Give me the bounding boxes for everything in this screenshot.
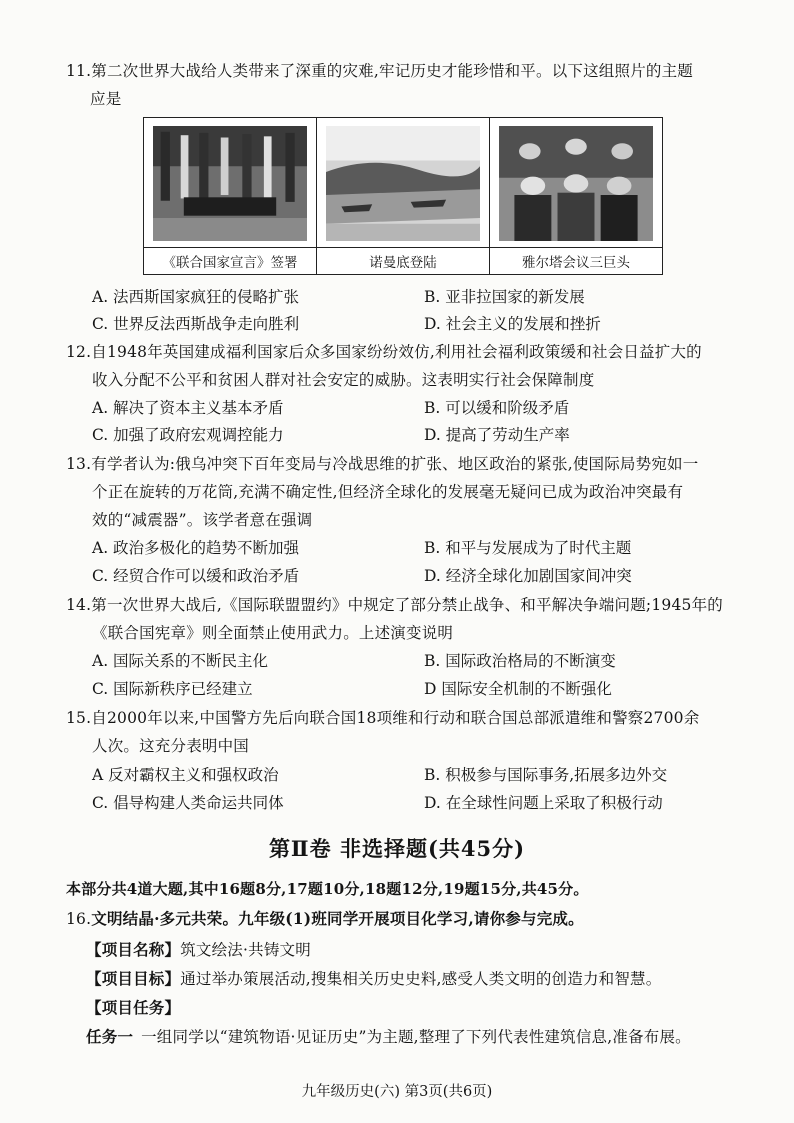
normandy-landing-photo bbox=[326, 126, 480, 241]
section-title: 第Ⅱ卷 非选择题(共45分) bbox=[268, 836, 526, 861]
q13-option-c[interactable]: C. 经贸合作可以缓和政治矛盾 bbox=[92, 567, 300, 585]
q15-number: 15. bbox=[66, 709, 92, 727]
q15-option-b[interactable]: B. 积极参与国际事务,拓展多边外交 bbox=[424, 766, 668, 784]
q15-stem-line2: 人次。这充分表明中国 bbox=[92, 737, 250, 755]
q16-intro: 16.文明结晶·多元共荣。九年级(1)班同学开展项目化学习,请你参与完成。 bbox=[66, 909, 584, 928]
photo-cell-normandy bbox=[317, 118, 490, 274]
photo-cell-yalta bbox=[490, 118, 662, 274]
caption-declaration: 《联合国家宣言》签署 bbox=[144, 247, 316, 274]
q13-option-a[interactable]: A. 政治多极化的趋势不断加强 bbox=[92, 539, 300, 557]
q11-option-b[interactable]: B. 亚非拉国家的新发展 bbox=[424, 288, 585, 306]
q13-option-d[interactable]: D. 经济全球化加剧国家间冲突 bbox=[424, 567, 632, 585]
q12-option-c[interactable]: C. 加强了政府宏观调控能力 bbox=[92, 426, 284, 444]
q12-option-a[interactable]: A. 解决了资本主义基本矛盾 bbox=[92, 399, 284, 417]
project-goal-label: 【项目目标】 bbox=[86, 969, 181, 988]
section-description: 本部分共4道大题,其中16题8分,17题10分,18题12分,19题15分,共45分。 bbox=[66, 880, 589, 898]
q16-task1: 任务一 一组同学以“建筑物语·见证历史”为主题,整理了下列代表性建筑信息,准备布展。 bbox=[86, 1027, 691, 1046]
q11-option-c[interactable]: C. 世界反法西斯战争走向胜利 bbox=[92, 315, 300, 333]
q14-stem-line2: 《联合国宪章》则全面禁止使用武力。上述演变说明 bbox=[92, 624, 454, 642]
task1-label: 任务一 bbox=[86, 1027, 134, 1046]
caption-normandy: 诺曼底登陆 bbox=[317, 247, 489, 274]
q13-stem-line3: 效的“减震器”。该学者意在强调 bbox=[92, 511, 313, 529]
q11-number: 11. bbox=[66, 62, 92, 80]
q11-stem-line2: 应是 bbox=[90, 90, 122, 108]
project-name-label: 【项目名称】 bbox=[86, 940, 181, 959]
q16-project-goal: 【项目目标】通过举办策展活动,搜集相关历史史料,感受人类文明的创造力和智慧。 bbox=[86, 969, 662, 988]
q13-stem-line2: 个正在旋转的万花筒,充满不确定性,但经济全球化的发展毫无疑问已成为政治冲突最有 bbox=[92, 483, 684, 501]
q12-stem-line1: 12.自1948年英国建成福利国家后众多国家纷纷效仿,利用社会福利政策缓和社会日益扩大的 bbox=[66, 343, 702, 361]
yalta-conference-photo bbox=[499, 126, 653, 241]
q12-number: 12. bbox=[66, 343, 92, 361]
q16-project-task-label: 【项目任务】 bbox=[86, 998, 181, 1017]
photo-table bbox=[143, 117, 663, 275]
q11-option-d[interactable]: D. 社会主义的发展和挫折 bbox=[424, 315, 601, 333]
q14-stem-line1: 14.第一次世界大战后,《国际联盟盟约》中规定了部分禁止战争、和平解决争端问题;1945年的 bbox=[66, 596, 723, 614]
q11-stem-line1: 11.第二次世界大战给人类带来了深重的灾难,牢记历史才能珍惜和平。以下这组照片的主题 bbox=[66, 62, 693, 80]
q12-option-b[interactable]: B. 可以缓和阶级矛盾 bbox=[424, 399, 570, 417]
q16-project-name: 【项目名称】筑文绘法·共铸文明 bbox=[86, 940, 311, 959]
q14-option-b[interactable]: B. 国际政治格局的不断演变 bbox=[424, 652, 616, 670]
q16-number: 16. bbox=[66, 910, 92, 928]
photo-cell-declaration bbox=[144, 118, 317, 274]
q15-option-a[interactable]: A 反对霸权主义和强权政治 bbox=[92, 766, 279, 784]
caption-yalta: 雅尔塔会议三巨头 bbox=[490, 247, 662, 274]
q14-option-c[interactable]: C. 国际新秩序已经建立 bbox=[92, 680, 253, 698]
q15-option-c[interactable]: C. 倡导构建人类命运共同体 bbox=[92, 794, 284, 812]
q14-number: 14. bbox=[66, 596, 92, 614]
q14-option-d[interactable]: D 国际安全机制的不断强化 bbox=[424, 680, 612, 698]
q11-option-a[interactable]: A. 法西斯国家疯狂的侵略扩张 bbox=[92, 288, 300, 306]
q12-option-d[interactable]: D. 提高了劳动生产率 bbox=[424, 426, 570, 444]
q15-option-d[interactable]: D. 在全球性问题上采取了积极行动 bbox=[424, 794, 663, 812]
q14-option-a[interactable]: A. 国际关系的不断民主化 bbox=[92, 652, 269, 670]
q12-stem-line2: 收入分配不公平和贫困人群对社会安定的威胁。这表明实行社会保障制度 bbox=[92, 371, 595, 389]
page-footer: 九年级历史(六) 第3页(共6页) bbox=[301, 1084, 493, 1100]
q13-number: 13. bbox=[66, 455, 92, 473]
q15-stem-line1: 15.自2000年以来,中国警方先后向联合国18项维和行动和联合国总部派遣维和警察2700余 bbox=[66, 709, 700, 727]
declaration-signing-photo bbox=[153, 126, 307, 241]
q13-option-b[interactable]: B. 和平与发展成为了时代主题 bbox=[424, 539, 632, 557]
q13-stem-line1: 13.有学者认为:俄乌冲突下百年变局与冷战思维的扩张、地区政治的紧张,使国际局势宛如一 bbox=[66, 455, 699, 473]
